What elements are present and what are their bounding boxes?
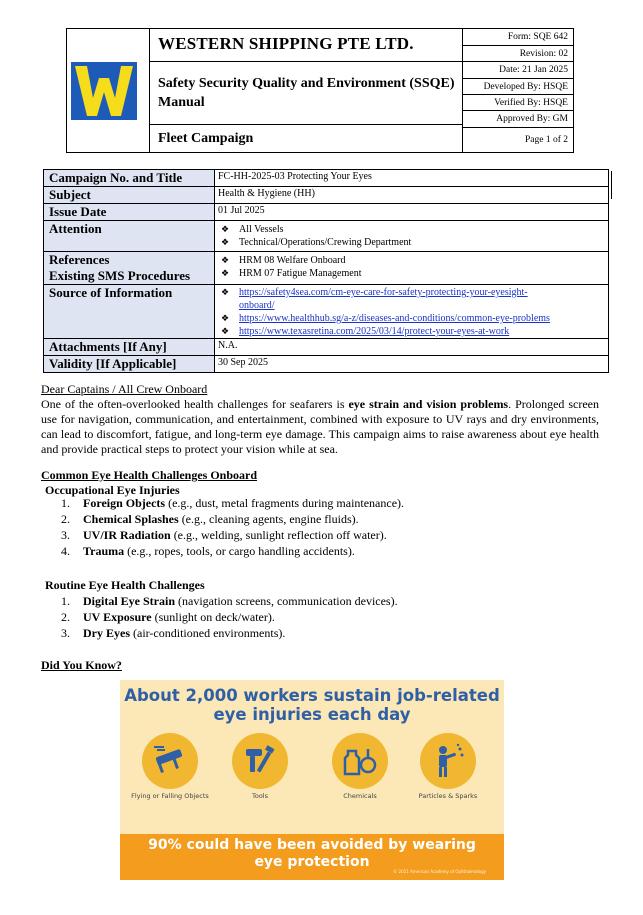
- routine-list: [61, 593, 398, 641]
- section-title: Fleet Campaign: [158, 131, 254, 146]
- validity-value: 30 Sep 2025: [215, 356, 609, 373]
- table-row: [44, 170, 609, 187]
- infographic-title: About 2,000 workers sustain job-related eye injuries each day: [124, 686, 500, 724]
- source-value: [215, 285, 609, 339]
- category-label: Chemicals: [343, 792, 377, 800]
- table-row: [44, 356, 609, 373]
- approved-by: Approved By: GM: [463, 111, 573, 128]
- list-item: 1. Digital Eye Strain (navigation screens, communication devices).: [61, 594, 398, 608]
- text-cursor: [611, 171, 612, 199]
- source-link[interactable]: https://www.healthhub.sg/a-z/diseases-and-conditions/common-eye-problems: [239, 313, 550, 324]
- references-value: [215, 252, 609, 285]
- diamond-bullet-icon: ❖: [221, 224, 230, 234]
- diamond-bullet-icon: ❖: [221, 313, 230, 323]
- diamond-bullet-icon: ❖: [221, 287, 230, 297]
- table-row: [44, 204, 609, 221]
- table-row: [44, 187, 609, 204]
- diamond-bullet-icon: ❖: [221, 268, 230, 278]
- subject-value: Health & Hygiene (HH): [215, 187, 609, 204]
- diamond-bullet-icon: ❖: [221, 237, 230, 247]
- subject-label: Subject: [44, 187, 215, 204]
- occupational-list: [61, 495, 404, 559]
- infographic-band: [120, 834, 504, 880]
- list-item: [218, 325, 605, 338]
- references-label: References Existing SMS Procedures: [44, 252, 215, 285]
- category-label: Particles & Sparks: [418, 792, 478, 800]
- source-link[interactable]: onboard/: [239, 300, 275, 311]
- w-logo-icon: [71, 62, 137, 120]
- greeting: Dear Captains / All Crew Onboard: [41, 382, 208, 396]
- table-row: [44, 221, 609, 252]
- campaign-label: Campaign No. and Title: [44, 170, 215, 187]
- company-logo: [71, 62, 137, 120]
- sparks-worker-icon: [420, 733, 476, 789]
- list-item: 1. Foreign Objects (e.g., dust, metal fragments during maintenance).: [61, 496, 405, 510]
- tools-icon: [232, 733, 288, 789]
- list-item: ❖ HRM 07 Fatigue Management: [221, 268, 362, 279]
- intro-paragraph: One of the often-overlooked health challenges for seafarers is eye strain and vision problems. Prolonged screen use for navigation, communication, and entertainment, combined with exposure to UV rays and dry environments, can lead to discomfort, fatigue, and long-term eye damage. This campaign aims to raise awareness about eye health and provide practical steps to protect your vision while at sea.: [41, 397, 599, 456]
- attention-label: Attention: [44, 221, 215, 252]
- table-row: [44, 252, 609, 285]
- form-date: Date: 21 Jan 2025: [463, 62, 573, 79]
- verified-by: Verified By: HSQE: [463, 95, 573, 111]
- list-item: 3. UV/IR Radiation (e.g., welding, sunlight reflection off water).: [61, 528, 387, 542]
- band-text: 90% could have been avoided by wearing eye protection: [148, 837, 476, 870]
- attachments-value: N.A.: [215, 339, 609, 356]
- revision: Revision: 02: [463, 46, 573, 62]
- issue-date-value: 01 Jul 2025: [215, 204, 609, 221]
- occupational-heading: Occupational Eye Injuries: [45, 483, 180, 497]
- company-name: WESTERN SHIPPING PTE LTD.: [158, 34, 414, 53]
- did-you-know-heading: Did You Know?: [41, 658, 122, 672]
- list-item: [218, 286, 605, 299]
- header-divider: [150, 124, 463, 125]
- infographic-credit: © 2021 American Academy of Ophthalmology: [393, 869, 486, 874]
- issue-date-label: Issue Date: [44, 204, 215, 221]
- piano-falling-icon: [142, 733, 198, 789]
- category-label: Tools: [251, 792, 268, 800]
- campaign-table: [43, 169, 609, 373]
- list-item: 2. Chemical Splashes (e.g., cleaning agents, engine fluids).: [61, 512, 359, 526]
- list-item: ❖ HRM 08 Welfare Onboard: [221, 255, 346, 266]
- source-label: Source of Information: [44, 285, 215, 339]
- challenges-heading: Common Eye Health Challenges Onboard: [41, 468, 258, 482]
- diamond-bullet-icon: ❖: [221, 326, 230, 336]
- page-number: Page 1 of 2: [524, 135, 568, 145]
- campaign-value: FC-HH-2025-03 Protecting Your Eyes: [215, 170, 609, 187]
- chemicals-icon: [332, 733, 388, 789]
- manual-title: Safety Security Quality and Environment (SSQE) Manual: [158, 76, 455, 110]
- developed-by: Developed By: HSQE: [463, 79, 573, 95]
- list-item: ❖ Technical/Operations/Crewing Department: [221, 237, 412, 248]
- validity-label: Validity [If Applicable]: [44, 356, 215, 373]
- form-info-box: [463, 28, 574, 153]
- list-item: 2. UV Exposure (sunlight on deck/water).: [61, 610, 275, 624]
- form-number: Form: SQE 642: [463, 29, 573, 46]
- list-item: ❖ All Vessels: [221, 224, 284, 235]
- eye-injury-infographic: [120, 680, 504, 880]
- table-row: [44, 339, 609, 356]
- attachments-label: Attachments [If Any]: [44, 339, 215, 356]
- header-divider: [150, 61, 463, 62]
- table-row: [44, 285, 609, 339]
- category-label: Flying or Falling Objects: [131, 792, 209, 800]
- source-link[interactable]: https://www.texasretina.com/2025/03/14/protect-your-eyes-at-work: [239, 326, 510, 337]
- routine-heading: Routine Eye Health Challenges: [45, 578, 205, 592]
- diamond-bullet-icon: ❖: [221, 255, 230, 265]
- list-item: 4. Trauma (e.g., ropes, tools, or cargo handling accidents).: [61, 544, 355, 558]
- source-link[interactable]: https://safety4sea.com/cm-eye-care-for-safety-protecting-your-eyesight-: [239, 287, 528, 298]
- attention-value: [215, 221, 609, 252]
- list-item: [218, 312, 605, 325]
- list-item: 3. Dry Eyes (air-conditioned environments).: [61, 626, 286, 640]
